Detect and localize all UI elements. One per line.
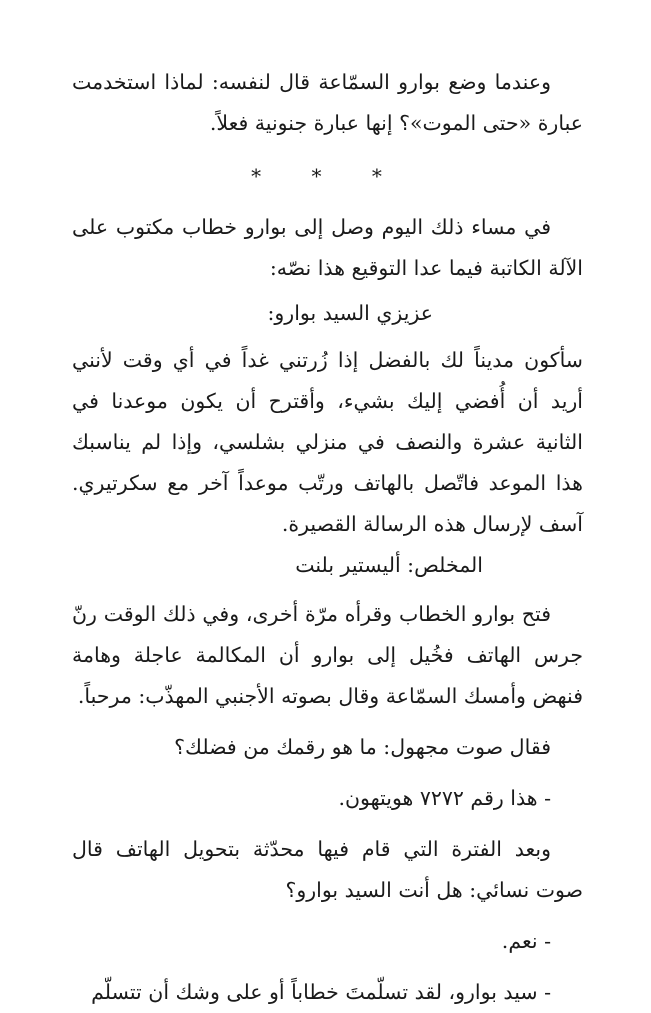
paragraph-5: - هذا رقم ٧٢٧٢ هويتهون.	[338, 786, 551, 810]
letter-body: سأكون مديناً لك بالفضل إذا زُرتني غداً في أي وقت لأنني أريد أن أُفضي إليك بشيء، وأقترح أن يكون موعدنا في الثانية عشرة والنصف في منزلي بشلسي، وإذا لم يناسبك هذا الموعد فاتّصل بالهاتف ورتّب موعداً آخر مع سكرتيري. آسف لإرسال هذه الرسالة القصيرة.	[72, 348, 583, 536]
letter-signature: المخلص: أليستير بلنت	[295, 553, 483, 577]
paragraph-7: - نعم.	[501, 929, 551, 953]
paragraph-2: في مساء ذلك اليوم وصل إلى بوارو خطاب مكتوب على الآلة الكاتبة فيما عدا التوقيع هذا نصّه:	[72, 215, 583, 280]
paragraph-8: - سيد بوارو، لقد تسلّمتَ خطاباً أو على وشك أن تتسلّم	[91, 980, 551, 1004]
section-separator: * * *	[251, 164, 404, 188]
paragraph-3: فتح بوارو الخطاب وقرأه مرّة أخرى، وفي ذلك الوقت رنّ جرس الهاتف فخُيل إلى بوارو أن المكالمة عاجلة وهامة فنهض وأمسك السمّاعة وقال بصوته الأجنبي المهذّب: مرحباً.	[72, 602, 583, 708]
paragraph-4: فقال صوت مجهول: ما هو رقمك من فضلك؟	[174, 735, 551, 759]
paragraph-1: وعندما وضع بوارو السمّاعة قال لنفسه: لماذا استخدمت عبارة «حتى الموت»؟ إنها عبارة جنونية فعلاً.	[72, 70, 583, 135]
letter-salutation: عزيزي السيد بوارو:	[267, 301, 433, 325]
paragraph-6: وبعد الفترة التي قام فيها محدّثة بتحويل الهاتف قال صوت نسائي: هل أنت السيد بوارو؟	[72, 837, 583, 902]
